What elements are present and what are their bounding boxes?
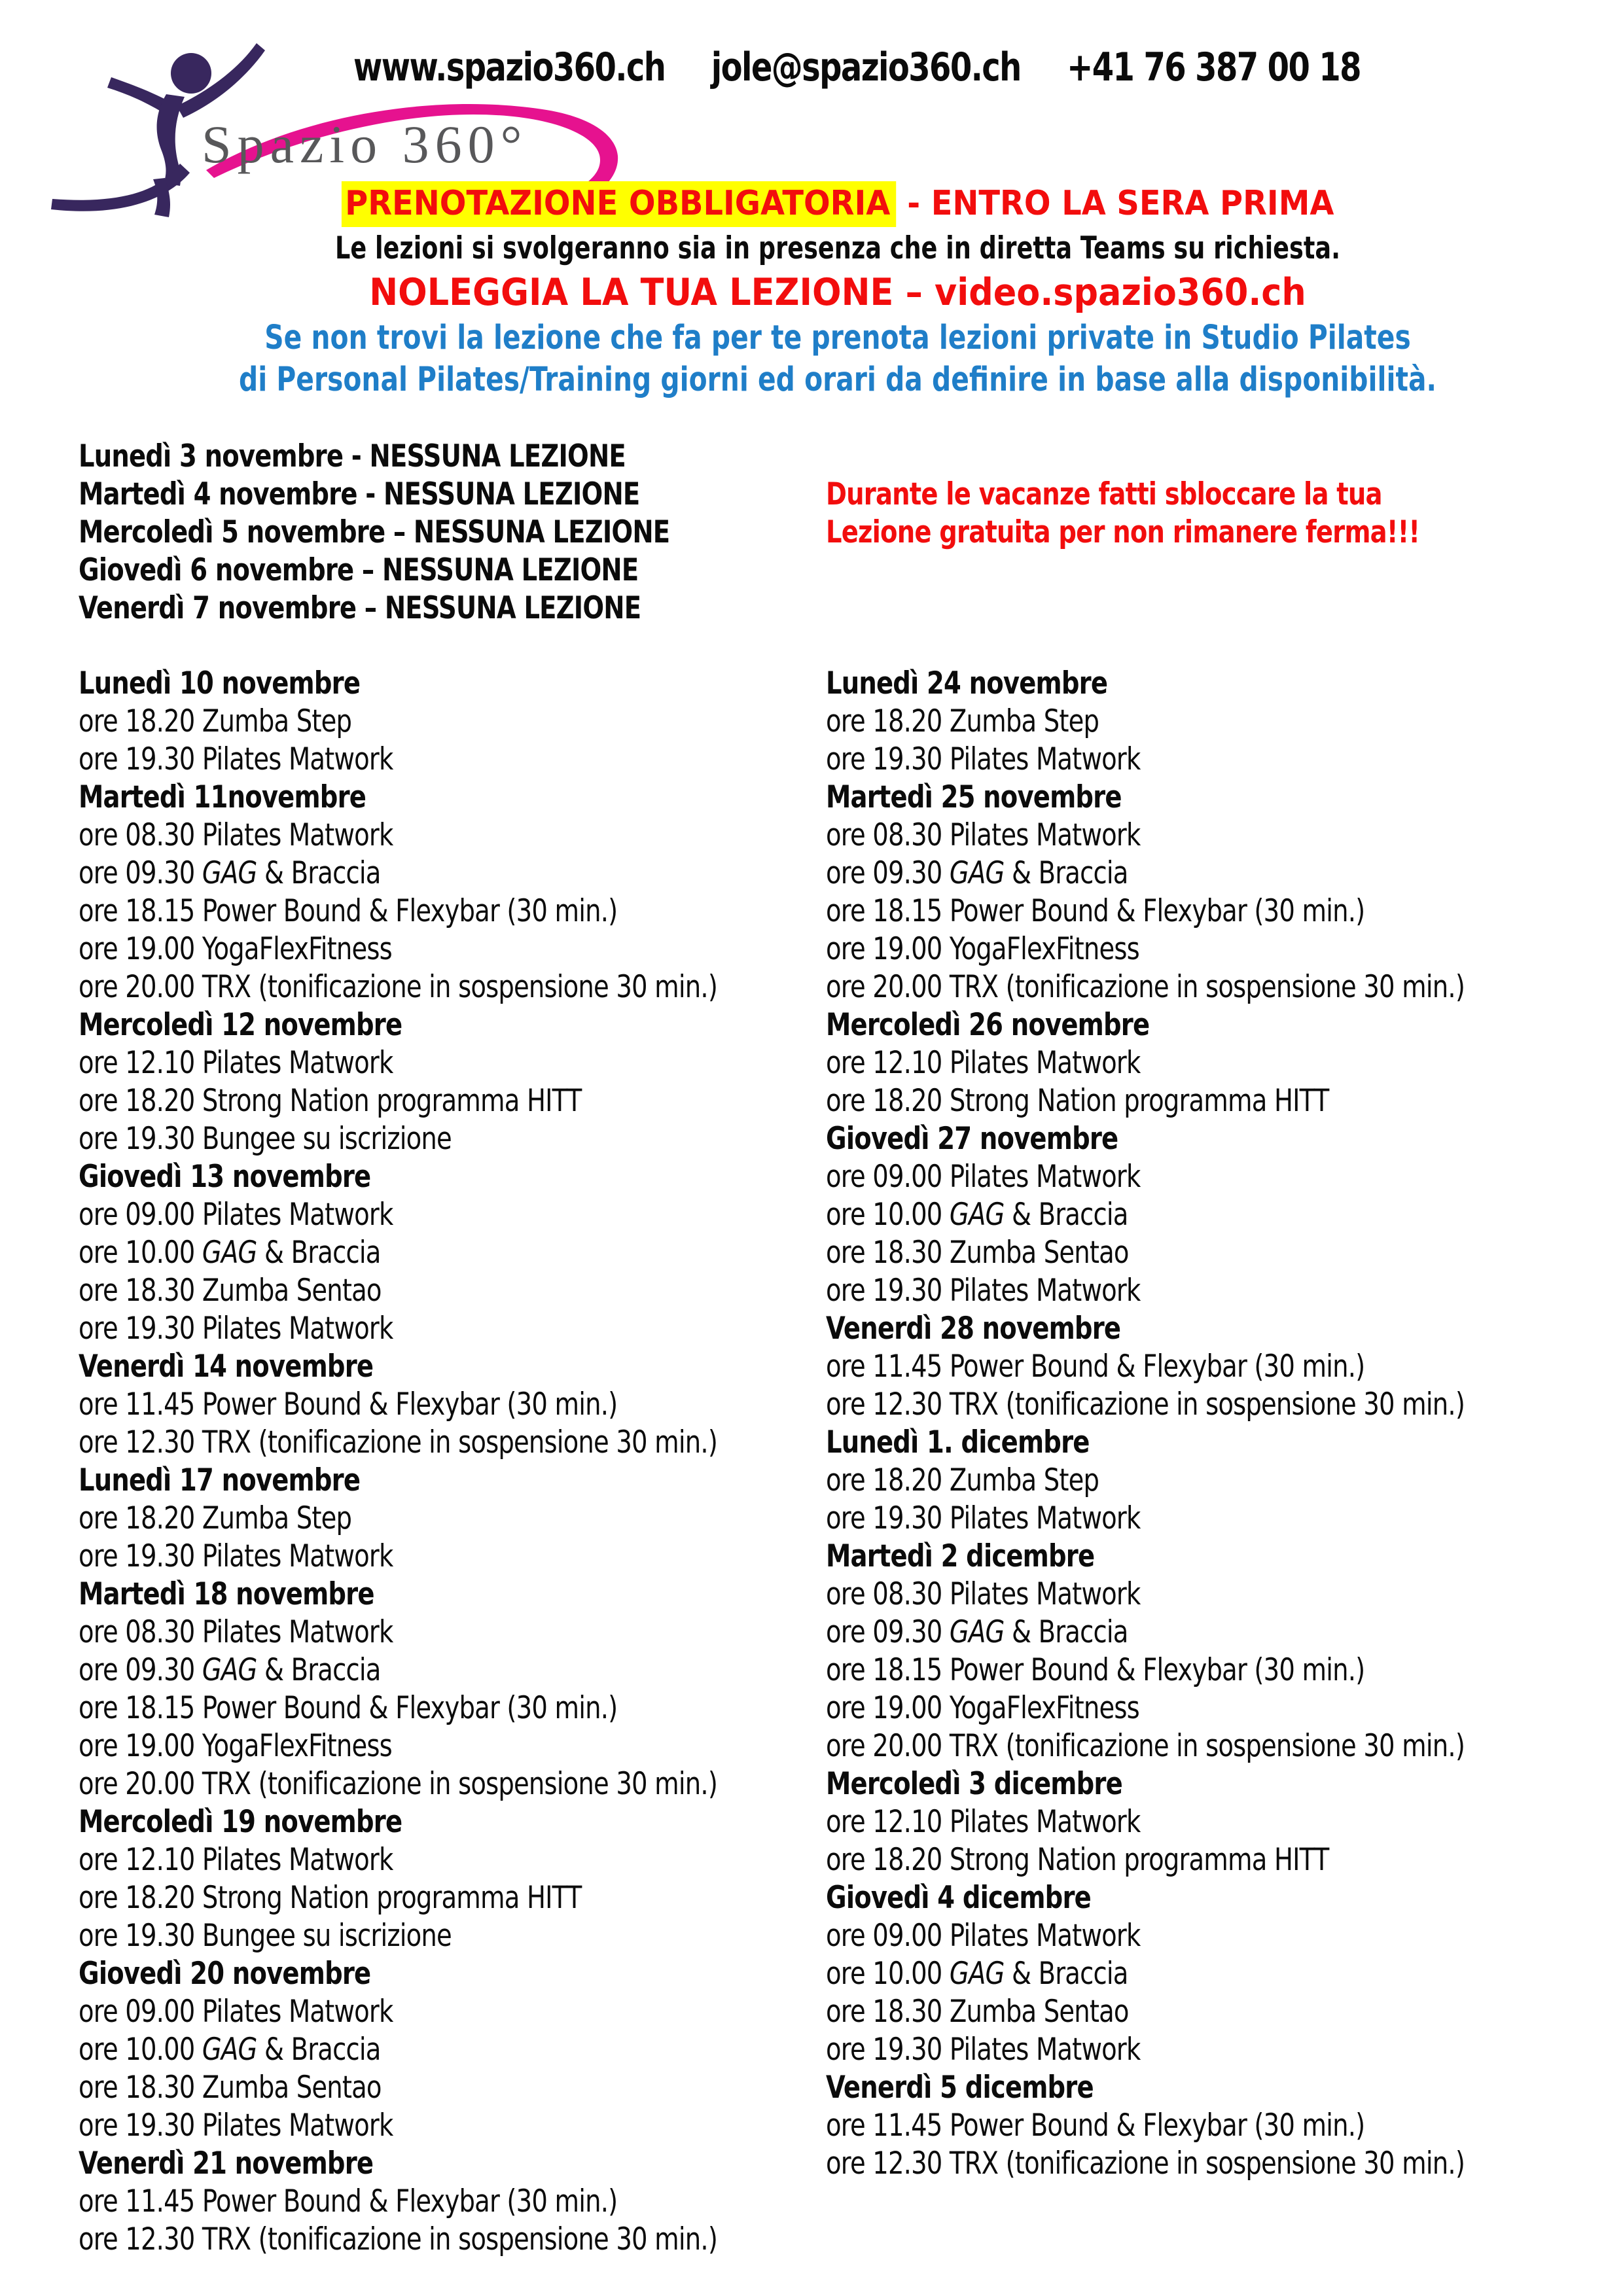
- private-lessons-line-1: Se non trovi la lezione che fa per te prenota lezioni private in Studio Pilates: [264, 319, 1411, 357]
- contact-header: [353, 44, 1361, 90]
- schedule-row: ore 08.30 Pilates Matwork: [826, 817, 1141, 853]
- schedule-row: ore 18.15 Power Bound & Flexybar (30 min.): [79, 893, 618, 929]
- schedule-row: ore 18.20 Zumba Step: [79, 703, 352, 739]
- schedule-row: ore 18.20 Strong Nation programma HITT: [79, 1880, 582, 1916]
- schedule-row: ore 09.30 GAG & Braccia: [826, 1614, 1128, 1650]
- booking-required-highlight: PRENOTAZIONE OBBLIGATORIA: [342, 181, 897, 227]
- lessons-mode-line: Le lezioni si svolgeranno sia in presenza che in diretta Teams su richiesta.: [334, 230, 1341, 266]
- schedule-row: ore 10.00 GAG & Braccia: [826, 1197, 1128, 1233]
- schedule-row: ore 10.00 GAG & Braccia: [826, 1956, 1128, 1992]
- schedule-row: ore 09.00 Pilates Matwork: [826, 1918, 1141, 1954]
- schedule-day-header: Lunedì 10 novembre: [79, 665, 361, 701]
- schedule-row: ore 08.30 Pilates Matwork: [79, 1614, 393, 1650]
- schedule-row: ore 19.30 Pilates Matwork: [826, 1500, 1141, 1536]
- schedule-row: ore 11.45 Power Bound & Flexybar (30 min.): [826, 2108, 1365, 2144]
- schedule-row: ore 12.30 TRX (tonificazione in sospensione 30 min.): [826, 1386, 1465, 1422]
- schedule-row: ore 18.30 Zumba Sentao: [79, 2070, 382, 2106]
- schedule-row: ore 08.30 Pilates Matwork: [79, 817, 393, 853]
- schedule-row: ore 09.00 Pilates Matwork: [79, 1197, 393, 1233]
- schedule-row: ore 19.00 YogaFlexFitness: [826, 931, 1139, 967]
- schedule-column-right: [826, 665, 1465, 2183]
- schedule-row: ore 18.15 Power Bound & Flexybar (30 min.): [826, 893, 1365, 929]
- schedule-row: ore 18.15 Power Bound & Flexybar (30 min.): [79, 1690, 618, 1726]
- schedule-row: ore 12.10 Pilates Matwork: [826, 1045, 1141, 1081]
- schedule-row: ore 19.00 YogaFlexFitness: [79, 1728, 392, 1764]
- schedule-row: ore 20.00 TRX (tonificazione in sospensione 30 min.): [79, 969, 718, 1005]
- schedule-day-header: Lunedì 17 novembre: [79, 1462, 361, 1498]
- schedule-row: ore 18.20 Zumba Step: [826, 1462, 1099, 1498]
- schedule-row: ore 18.30 Zumba Sentao: [79, 1273, 382, 1309]
- schedule-row: ore 19.30 Pilates Matwork: [79, 741, 393, 777]
- schedule-row: ore 18.20 Zumba Step: [826, 703, 1099, 739]
- schedule-row: ore 08.30 Pilates Matwork: [826, 1576, 1141, 1612]
- schedule-row: ore 18.20 Strong Nation programma HITT: [826, 1842, 1329, 1878]
- schedule-row: ore 09.30 GAG & Braccia: [79, 1652, 381, 1688]
- schedule-row: ore 19.30 Bungee su iscrizione: [79, 1918, 452, 1954]
- schedule-day-header: Venerdì 28 novembre: [826, 1311, 1121, 1347]
- schedule-day-header: Mercoledì 12 novembre: [79, 1007, 402, 1043]
- schedule-row: ore 18.15 Power Bound & Flexybar (30 min.): [826, 1652, 1365, 1688]
- schedule-day-header: Martedì 18 novembre: [79, 1576, 374, 1612]
- schedule-day-header: Giovedì 4 dicembre: [826, 1880, 1091, 1916]
- schedule-row: ore 12.10 Pilates Matwork: [826, 1804, 1141, 1840]
- schedule-column-left: [79, 665, 717, 2259]
- schedule-row: ore 18.30 Zumba Sentao: [826, 1235, 1129, 1271]
- vacation-week-block: [79, 438, 669, 627]
- schedule-day-header: Lunedì 1. dicembre: [826, 1424, 1090, 1460]
- schedule-row: ore 19.30 Pilates Matwork: [79, 1311, 393, 1347]
- schedule-row: Lezione gratuita per non rimanere ferma!!!: [826, 514, 1420, 550]
- schedule-row: ore 19.30 Bungee su iscrizione: [79, 1121, 452, 1157]
- phone-text: +41 76 387 00 18: [1067, 44, 1361, 90]
- schedule-row: ore 19.30 Pilates Matwork: [826, 1273, 1141, 1309]
- schedule-row: ore 09.30 GAG & Braccia: [826, 855, 1128, 891]
- schedule-row: ore 19.00 YogaFlexFitness: [79, 931, 392, 967]
- schedule-row: ore 20.00 TRX (tonificazione in sospensione 30 min.): [826, 1728, 1465, 1764]
- schedule-row: Lunedì 3 novembre - NESSUNA LEZIONE: [79, 438, 626, 474]
- schedule-row: ore 18.30 Zumba Sentao: [826, 1994, 1129, 2030]
- schedule-day-header: Giovedì 20 novembre: [79, 1956, 371, 1992]
- schedule-day-header: Giovedì 13 novembre: [79, 1159, 371, 1195]
- schedule-row: ore 19.30 Pilates Matwork: [826, 2032, 1141, 2068]
- schedule-row: ore 11.45 Power Bound & Flexybar (30 min.): [79, 1386, 618, 1422]
- schedule-row: ore 12.10 Pilates Matwork: [79, 1842, 393, 1878]
- schedule-row: ore 10.00 GAG & Braccia: [79, 1235, 381, 1271]
- schedule-row: ore 10.00 GAG & Braccia: [79, 2032, 381, 2068]
- schedule-row: Durante le vacanze fatti sbloccare la tua: [826, 476, 1382, 512]
- email-text: jole@spazio360.ch: [711, 44, 1021, 90]
- schedule-row: ore 19.00 YogaFlexFitness: [826, 1690, 1139, 1726]
- schedule-day-header: Venerdì 14 novembre: [79, 1349, 374, 1385]
- website-text: www.spazio360.ch: [353, 44, 666, 90]
- schedule-row: ore 09.00 Pilates Matwork: [826, 1159, 1141, 1195]
- schedule-row: ore 12.30 TRX (tonificazione in sospensione 30 min.): [79, 2221, 718, 2257]
- schedule-day-header: Venerdì 5 dicembre: [826, 2070, 1094, 2106]
- booking-required-line: [115, 184, 1560, 223]
- vacation-note-block: [826, 476, 1419, 552]
- schedule-day-header: Martedì 2 dicembre: [826, 1538, 1095, 1574]
- schedule-row: Giovedì 6 novembre – NESSUNA LEZIONE: [79, 552, 639, 588]
- booking-required-rest: - ENTRO LA SERA PRIMA: [896, 184, 1334, 223]
- schedule-row: ore 20.00 TRX (tonificazione in sospensione 30 min.): [826, 969, 1465, 1005]
- schedule-row: ore 19.30 Pilates Matwork: [826, 741, 1141, 777]
- rent-lesson-line: NOLEGGIA LA TUA LEZIONE – video.spazio360.ch: [369, 271, 1306, 314]
- schedule-row: ore 09.00 Pilates Matwork: [79, 1994, 393, 2030]
- schedule-row: ore 12.10 Pilates Matwork: [79, 1045, 393, 1081]
- schedule-row: Martedì 4 novembre - NESSUNA LEZIONE: [79, 476, 640, 512]
- schedule-day-header: Martedì 25 novembre: [826, 779, 1122, 815]
- schedule-row: ore 19.30 Pilates Matwork: [79, 2108, 393, 2144]
- schedule-row: ore 18.20 Zumba Step: [79, 1500, 352, 1536]
- schedule-day-header: Martedì 11novembre: [79, 779, 366, 815]
- schedule-day-header: Lunedì 24 novembre: [826, 665, 1108, 701]
- schedule-row: ore 12.30 TRX (tonificazione in sospensione 30 min.): [826, 2146, 1465, 2181]
- schedule-row: ore 09.30 GAG & Braccia: [79, 855, 381, 891]
- schedule-row: Mercoledì 5 novembre – NESSUNA LEZIONE: [79, 514, 670, 550]
- schedule-row: ore 12.30 TRX (tonificazione in sospensione 30 min.): [79, 1424, 718, 1460]
- schedule-row: ore 19.30 Pilates Matwork: [79, 1538, 393, 1574]
- schedule-row: Venerdì 7 novembre – NESSUNA LEZIONE: [79, 590, 641, 626]
- schedule-row: ore 11.45 Power Bound & Flexybar (30 min.): [826, 1349, 1365, 1385]
- schedule-row: ore 20.00 TRX (tonificazione in sospensione 30 min.): [79, 1766, 718, 1802]
- private-lessons-line-2: di Personal Pilates/Training giorni ed orari da definire in base alla disponibilità.: [239, 361, 1436, 399]
- schedule-day-header: Giovedì 27 novembre: [826, 1121, 1118, 1157]
- schedule-row: ore 11.45 Power Bound & Flexybar (30 min.): [79, 2183, 618, 2219]
- schedule-row: ore 18.20 Strong Nation programma HITT: [826, 1083, 1329, 1119]
- schedule-day-header: Mercoledì 26 novembre: [826, 1007, 1150, 1043]
- brand-wordmark: Spazio 360°: [202, 115, 528, 174]
- schedule-day-header: Mercoledì 19 novembre: [79, 1804, 402, 1840]
- schedule-day-header: Mercoledì 3 dicembre: [826, 1766, 1122, 1802]
- schedule-day-header: Venerdì 21 novembre: [79, 2146, 374, 2181]
- schedule-row: ore 18.20 Strong Nation programma HITT: [79, 1083, 582, 1119]
